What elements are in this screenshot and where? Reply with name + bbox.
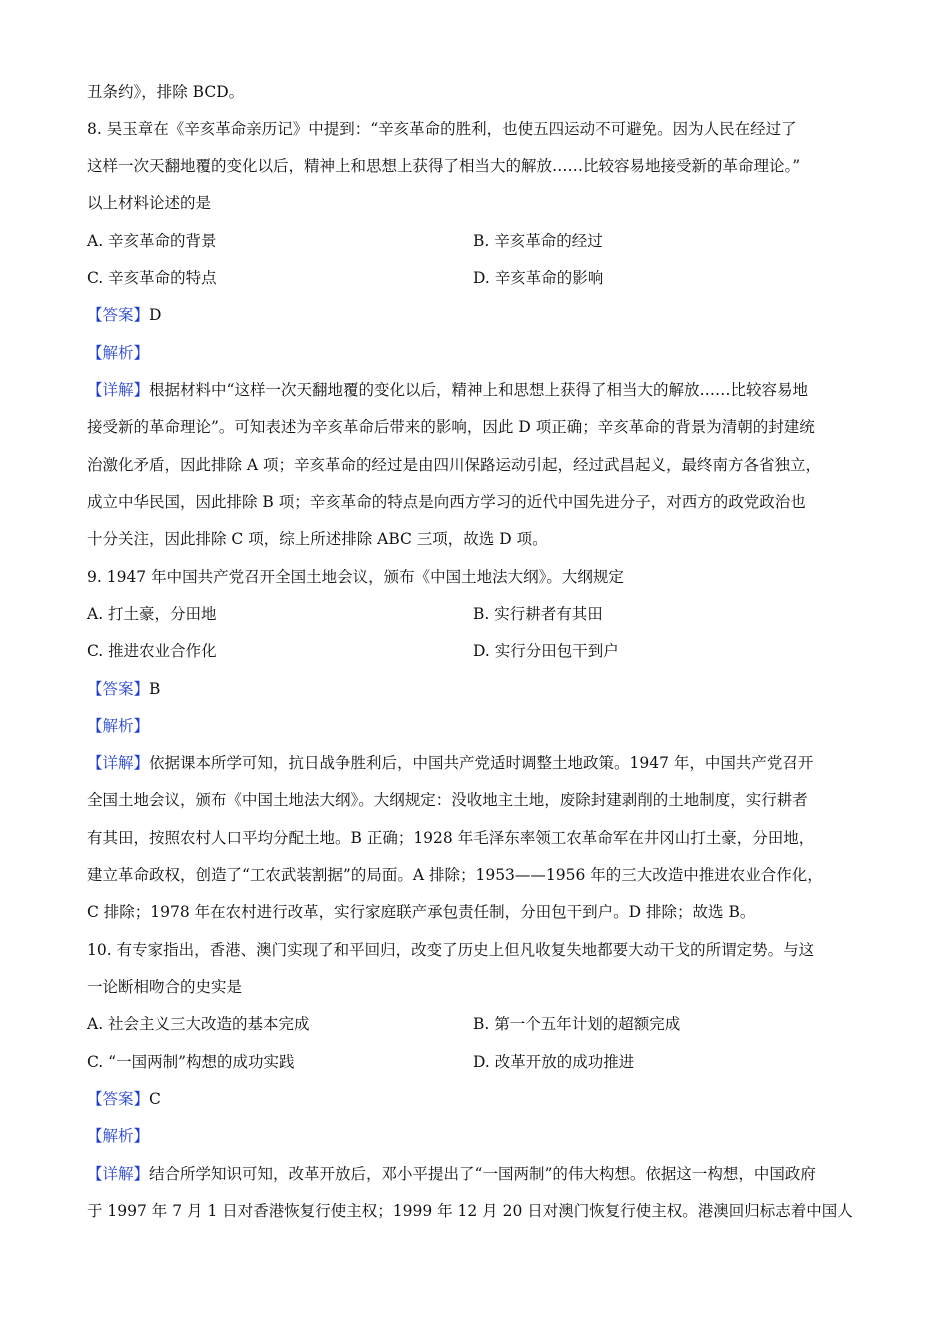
q10-option-c: C. “一国两制”构想的成功实践 bbox=[87, 1053, 295, 1071]
question-8-stem: 这样一次天翻地覆的变化以后，精神上和思想上获得了相当大的解放……比较容易地接受新的革命理论。” bbox=[87, 157, 801, 175]
answer-tag: 【答案】 bbox=[87, 306, 150, 324]
question-10-stem: 10. 有专家指出，香港、澳门实现了和平回归，改变了历史上但凡收复失地都要大动干戈的所谓定势。与这 bbox=[87, 941, 815, 959]
question-8-stem: 以上材料论述的是 bbox=[87, 194, 212, 212]
q10-option-d: D. 改革开放的成功推进 bbox=[473, 1053, 635, 1071]
q8-analysis-tag bbox=[87, 343, 149, 363]
analysis-tag: 【解析】 bbox=[87, 717, 150, 735]
text-line: 丑条约》，排除 BCD。 bbox=[87, 83, 245, 101]
answer-value: D bbox=[149, 306, 162, 324]
q10-analysis-tag bbox=[87, 1126, 149, 1146]
q8-detail: 十分关注，因此排除 C 项，综上所述排除 ABC 三项，故选 D 项。 bbox=[87, 530, 548, 548]
q10-option-b: B. 第一个五年计划的超额完成 bbox=[473, 1015, 681, 1033]
question-8-stem: 8. 吴玉章在《辛亥革命亲历记》中提到：“辛亥革命的胜利，也使五四运动不可避免。因为人民在经过了 bbox=[87, 120, 797, 138]
detail-tag: 【详解】 bbox=[87, 1165, 150, 1183]
analysis-tag: 【解析】 bbox=[87, 1127, 150, 1145]
q9-option-a: A. 打土豪，分田地 bbox=[87, 605, 217, 623]
q9-detail: 建立革命政权，创造了“工农武装割据”的局面。A 排除；1953——1956 年的三大改造中推进农业合作化， bbox=[87, 866, 823, 884]
q8-answer bbox=[87, 305, 161, 325]
analysis-tag: 【解析】 bbox=[87, 344, 150, 362]
detail-text: 根据材料中“这样一次天翻地覆的变化以后，精神上和思想上获得了相当大的解放……比较容易地 bbox=[149, 381, 808, 399]
q8-detail: 接受新的革命理论”。可知表述为辛亥革命后带来的影响，因此 D 项正确；辛亥革命的背景为清朝的封建统 bbox=[87, 418, 815, 436]
q10-detail: 于 1997 年 7 月 1 日对香港恢复行使主权；1999 年 12 月 20 日对澳门恢复行使主权。港澳回归标志着中国人 bbox=[87, 1202, 853, 1220]
q9-detail bbox=[87, 753, 813, 773]
q9-analysis-tag bbox=[87, 716, 149, 736]
q9-option-b: B. 实行耕者有其田 bbox=[473, 605, 603, 623]
answer-tag: 【答案】 bbox=[87, 1090, 150, 1108]
q9-answer bbox=[87, 679, 160, 699]
q8-option-b: B. 辛亥革命的经过 bbox=[473, 232, 603, 250]
q10-answer bbox=[87, 1089, 161, 1109]
q9-detail: 有其田，按照农村人口平均分配土地。B 正确；1928 年毛泽东率领工农革命军在井冈山打土豪，分田地， bbox=[87, 829, 815, 847]
detail-tag: 【详解】 bbox=[87, 381, 150, 399]
q9-option-c: C. 推进农业合作化 bbox=[87, 642, 217, 660]
q10-detail bbox=[87, 1164, 816, 1184]
question-10-stem: 一论断相吻合的史实是 bbox=[87, 978, 243, 996]
q9-detail: C 排除；1978 年在农村进行改革，实行家庭联产承包责任制，分田包干到户。D 排除；故选 B。 bbox=[87, 903, 756, 921]
detail-tag: 【详解】 bbox=[87, 754, 150, 772]
answer-tag: 【答案】 bbox=[87, 680, 150, 698]
q8-option-c: C. 辛亥革命的特点 bbox=[87, 269, 217, 287]
q8-option-a: A. 辛亥革命的背景 bbox=[87, 232, 217, 250]
q8-detail: 成立中华民国，因此排除 B 项；辛亥革命的特点是向西方学习的近代中国先进分子，对西方的政党政治也 bbox=[87, 493, 806, 511]
q8-detail bbox=[87, 380, 808, 400]
q8-option-d: D. 辛亥革命的影响 bbox=[473, 269, 604, 287]
question-9-stem: 9. 1947 年中国共产党召开全国土地会议，颁布《中国土地法大纲》。大纲规定 bbox=[87, 568, 624, 586]
q8-detail: 治激化矛盾，因此排除 A 项；辛亥革命的经过是由四川保路运动引起，经过武昌起义，最终南方各省独立， bbox=[87, 456, 822, 474]
detail-text: 依据课本所学可知，抗日战争胜利后，中国共产党适时调整土地政策。1947 年，中国共产党召开 bbox=[149, 754, 814, 772]
q9-option-d: D. 实行分田包干到户 bbox=[473, 642, 619, 660]
answer-value: B bbox=[149, 680, 161, 698]
q9-detail: 全国土地会议，颁布《中国土地法大纲》。大纲规定：没收地主土地，废除封建剥削的土地制度，实行耕者 bbox=[87, 791, 808, 809]
answer-value: C bbox=[149, 1090, 161, 1108]
detail-text: 结合所学知识可知，改革开放后，邓小平提出了“一国两制”的伟大构想。依据这一构想，中国政府 bbox=[149, 1165, 816, 1183]
q10-option-a: A. 社会主义三大改造的基本完成 bbox=[87, 1015, 310, 1033]
